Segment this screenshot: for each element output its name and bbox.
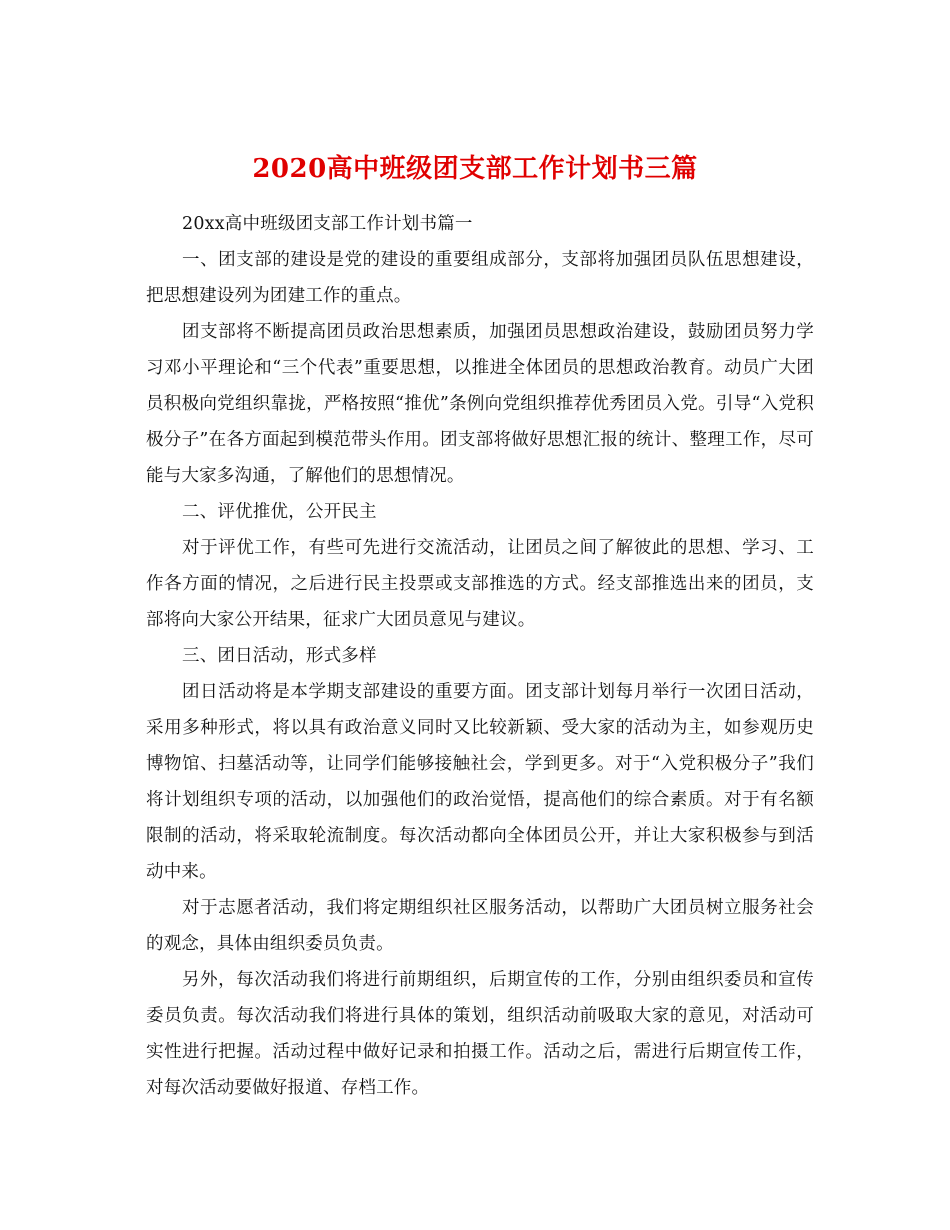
paragraph-section-three-heading: 三、团日活动，形式多样 (182, 646, 377, 666)
paragraph-activity-organization: 另外，每次活动我们将进行前期组织，后期宣传的工作，分别由组织委员和宣传委员负责。每次活动我们将进行具体的策划，组织活动前吸取大家的意见，对活动可实性进行把握。活动过程中做好记录和拍摄工作。活动之后，需进行后期宣传工作，对每次活动要做好报道、存档工作。 (146, 970, 814, 1098)
paragraph-section-two-heading: 二、评优推优，公开民主 (182, 502, 377, 522)
paragraph-volunteer-activities: 对于志愿者活动，我们将定期组织社区服务活动，以帮助广大团员树立服务社会的观念，具体由组织委员负责。 (146, 898, 814, 954)
paragraph-heading-part-one: 20xx高中班级团支部工作计划书篇一 (182, 214, 473, 234)
paragraph-section-one: 一、团支部的建设是党的建设的重要组成部分，支部将加强团员队伍思想建设，把思想建设列为团建工作的重点。 (146, 250, 814, 306)
paragraph-evaluation: 对于评优工作，有些可先进行交流活动，让团员之间了解彼此的思想、学习、工作各方面的情况，之后进行民主投票或支部推选的方式。经支部推选出来的团员，支部将向大家公开结果，征求广大团员意见与建议。 (146, 538, 814, 630)
paragraph-league-day-activities: 团日活动将是本学期支部建设的重要方面。团支部计划每月举行一次团日活动，采用多种形式，将以具有政治意义同时又比较新颖、受大家的活动为主，如参观历史博物馆、扫墓活动等，让同学们能够接触社会，学到更多。对于“入党积极分子”我们将计划组织专项的活动，以加强他们的政治觉悟，提高他们的综合素质。对于有名额限制的活动，将采取轮流制度。每次活动都向全体团员公开，并让大家积极参与到活动中来。 (146, 682, 814, 882)
paragraph-political-education: 团支部将不断提高团员政治思想素质，加强团员思想政治建设，鼓励团员努力学习邓小平理论和“三个代表”重要思想，以推进全体团员的思想政治教育。动员广大团员积极向党组织靠拢，严格按照“推优”条例向党组织推荐优秀团员入党。引导“入党积极分子”在各方面起到模范带头作用。团支部将做好思想汇报的统计、整理工作，尽可能与大家多沟通，了解他们的思想情况。 (146, 322, 814, 486)
document-body (146, 206, 814, 1106)
document-title: 2020高中班级团支部工作计划书三篇 (252, 154, 698, 185)
